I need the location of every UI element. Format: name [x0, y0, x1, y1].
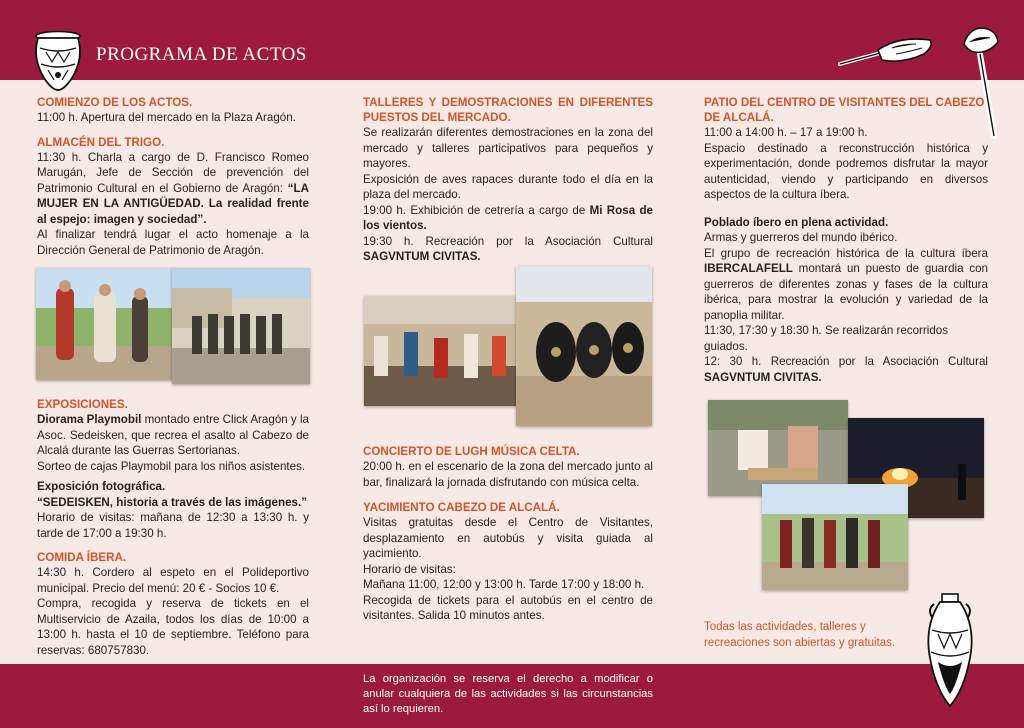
photo-soldiers-street	[172, 268, 310, 384]
section-text: Horario de visitas: mañana de 12:30 a 13:30 h. y tarde de 17:00 a 19:30 h.	[37, 511, 309, 540]
section-text: 11:00 h. Apertura del mercado en la Plaza Aragón.	[37, 111, 296, 124]
amphora-icon	[920, 590, 980, 710]
column-right	[704, 95, 988, 385]
section-text: 11:30 h. Charla a cargo de D. Francisco Romeo Marugán, Jefe de Sección de prevención del Patrimonio Cultural en el Gobierno de Aragón:	[37, 150, 309, 195]
section-title: TALLERES Y DEMOSTRACIONES EN DIFERENTES PUESTOS DEL MERCADO.	[363, 96, 653, 124]
section-text: 11:30, 17:30 y 18:30 h. Se realizarán recorridos guiados.	[704, 324, 949, 353]
section-text: Compra, recogida y reserva de tickets en el Multiservicio de Azaila, todos los días de 10:00 a 13:00 h. hasta el 10 de septiembre. Teléfono para reservas: 680757830.	[37, 597, 309, 657]
photo-craft-workshop	[708, 400, 848, 496]
free-activities-note: Todas las actividades, talleres y recreaciones son abiertas y gratuitas.	[704, 621, 896, 649]
section-text: Mañana 11:00, 12:00 y 13:00 h. Tarde 17:00 y 18:00 h.	[363, 578, 645, 591]
section-text: Se realizarán diferentes demostraciones en la zona del mercado y talleres participativos para pequeños y mayores.	[363, 126, 653, 170]
footer-disclaimer: La organización se reserva el derecho a modificar o anular cualquiera de las actividades si las circunstancias así lo requieren.	[363, 673, 653, 715]
section-text: 12: 30 h. Recreación por la Asociación Cultural	[704, 355, 988, 368]
section-text: 14:30 h. Cordero al espeto en el Polideportivo municipal. Precio del menú: 20 € - Socios 10 €.	[37, 566, 309, 595]
photo-iberian-warriors	[762, 484, 908, 590]
association-name: SAGVNTUM CIVITAS.	[363, 250, 481, 263]
section-text: El grupo de recreación histórica de la cultura íbera	[704, 246, 988, 260]
section-text: Horario de visitas:	[363, 562, 456, 576]
section-text: 20:00 h. en el escenario de la zona del mercado junto al bar, finalizará la jornada disfrutando con música celta.	[363, 460, 653, 489]
photo-shields-warriors	[516, 266, 652, 426]
photo-exhibit-title: Exposición fotográfica.	[37, 480, 166, 493]
photo-roman-parade	[36, 268, 174, 380]
section-title: COMIDA ÍBERA.	[37, 551, 127, 564]
section-title: PATIO DEL CENTRO DE VISITANTES DEL CABEZO DE ALCALÁ.	[704, 96, 985, 124]
section-text: Visitas gratuitas desde el Centro de Visitantes, desplazamiento en autobús y visita guiada al yacimiento.	[363, 516, 653, 560]
falconry-group: Mi Rosa de los vientos.	[363, 203, 654, 232]
column-left	[37, 95, 309, 258]
stone-axe-icon	[838, 34, 936, 70]
column-middle	[363, 95, 653, 265]
page-title: PROGRAMA DE ACTOS	[96, 44, 307, 65]
settlement-title: Poblado íbero en plena actividad.	[704, 215, 889, 229]
section-text: Al finalizar tendrá lugar el acto homenaje a la Dirección General de Patrimonio de Aragón.	[37, 228, 309, 257]
section-text: Recogida de tickets para el autobús en el centro de visitantes. Salida 10 minutos antes.	[363, 593, 653, 622]
section-text: Espacio destinado a reconstrucción histórica y experimentación, donde podremos disfrutar la mayor autenticidad, viendo y participando en diversos aspectos de la cultura íbera.	[704, 141, 988, 201]
section-text: Exposición de aves rapaces durante todo el día en la plaza del mercado.	[363, 172, 653, 201]
association-name: SAGVNTUM CIVITAS.	[704, 370, 822, 384]
photo-exhibit-name: “SEDEISKEN, historia a través de las imágenes.”	[37, 495, 307, 509]
section-title: CONCIERTO DE LUGH MÚSICA CELTA.	[363, 445, 580, 458]
section-title: EXPOSICIONES.	[37, 398, 128, 411]
iberian-vase-icon	[30, 30, 86, 92]
section-title: ALMACÉN DEL TRIGO.	[37, 135, 165, 149]
section-text: montará un puesto de guardia con guerreros de diferentes zonas y fases de la cultura ibérica, para mostrar la evolución y variedad de la panoplia militar.	[704, 262, 988, 322]
section-text: 19:00 h. Exhibición de cetrería a cargo de	[363, 203, 590, 217]
section-text: Armas y guerreros del mundo ibérico.	[704, 231, 898, 244]
section-text: Sorteo de cajas Playmobil para los niños asistentes.	[37, 459, 306, 473]
section-text: 19:30 h. Recreación por la Asociación Cultural	[363, 234, 653, 248]
column-middle-lower	[363, 444, 653, 624]
section-title: COMIENZO DE LOS ACTOS.	[37, 96, 193, 109]
talk-title: “LA MUJER EN LA ANTIGÜEDAD. La realidad frente al espejo: imagen y sociedad”.	[37, 181, 309, 226]
diorama-title: Diorama Playmobil	[37, 413, 142, 426]
group-name: IBERCALAFELL	[704, 262, 793, 275]
section-text: 11:00 a 14:00 h. – 17 a 19:00 h.	[704, 126, 868, 139]
section-title: YACIMIENTO CABEZO DE ALCALÁ.	[363, 501, 560, 514]
column-left-lower	[37, 397, 309, 658]
photo-market-stall	[364, 296, 524, 406]
section-text: montado entre Click Aragón y la Asoc. Sedeisken, que recrea el asalto al Cabezo de Alcalá durante las Guerras Sertorianas.	[37, 413, 309, 457]
